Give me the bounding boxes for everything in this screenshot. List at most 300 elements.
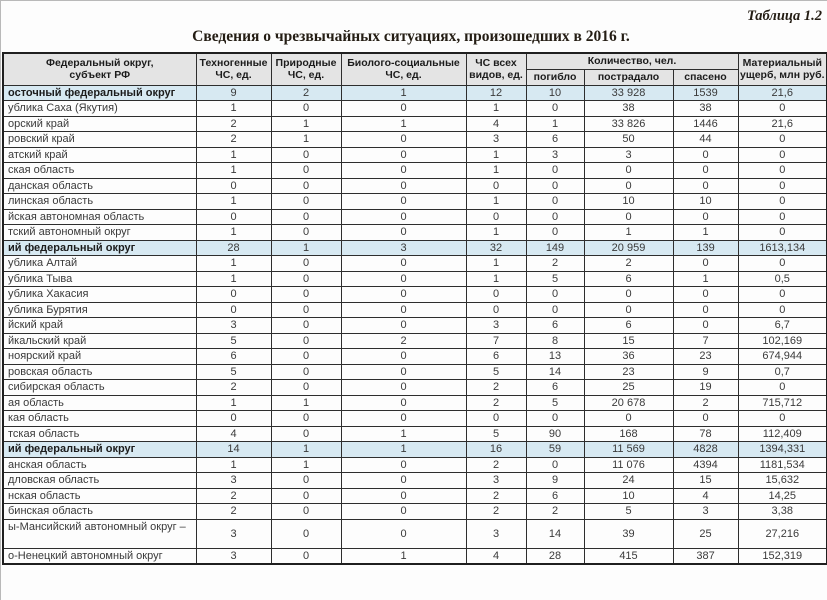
value-cell-all: 2 — [466, 488, 526, 504]
table-row — [3, 287, 827, 303]
value-cell-all: 1 — [466, 163, 526, 179]
value-cell-died: 10 — [526, 85, 584, 101]
value-cell-damage: 0 — [738, 256, 827, 272]
value-cell-damage: 112,409 — [738, 426, 827, 442]
value-cell-damage: 27,216 — [738, 519, 827, 548]
value-cell-natural: 0 — [271, 349, 341, 365]
value-cell-damage: 0 — [738, 194, 827, 210]
value-cell-techno: 2 — [196, 380, 271, 396]
col-header-natural-line1: Природные — [275, 56, 337, 69]
value-cell-affected: 38 — [584, 101, 673, 117]
value-cell-techno: 0 — [196, 411, 271, 427]
table-row — [3, 209, 827, 225]
table-row — [3, 178, 827, 194]
col-header-natural-line2: ЧС, ед. — [287, 69, 325, 82]
value-cell-all: 0 — [466, 178, 526, 194]
value-cell-died: 6 — [526, 380, 584, 396]
value-cell-all: 1 — [466, 225, 526, 241]
value-cell-affected: 20 959 — [584, 240, 673, 256]
value-cell-bio: 0 — [341, 519, 466, 548]
value-cell-affected: 50 — [584, 132, 673, 148]
value-cell-died: 0 — [526, 194, 584, 210]
region-name: орский край — [3, 116, 196, 132]
region-name: ублика Хакасия — [3, 287, 196, 303]
value-cell-techno: 1 — [196, 101, 271, 117]
value-cell-bio: 2 — [341, 333, 466, 349]
value-cell-saved: 10 — [673, 194, 738, 210]
value-cell-bio: 0 — [341, 163, 466, 179]
value-cell-techno: 2 — [196, 504, 271, 520]
table-row — [3, 116, 827, 132]
value-cell-techno: 9 — [196, 85, 271, 101]
value-cell-saved: 7 — [673, 333, 738, 349]
col-header-region — [3, 53, 196, 85]
value-cell-damage: 0 — [738, 132, 827, 148]
value-cell-saved: 0 — [673, 318, 738, 334]
value-cell-died: 1 — [526, 116, 584, 132]
value-cell-techno: 1 — [196, 271, 271, 287]
value-cell-techno: 4 — [196, 426, 271, 442]
value-cell-saved: 1 — [673, 225, 738, 241]
value-cell-damage: 1613,134 — [738, 240, 827, 256]
value-cell-natural: 0 — [271, 318, 341, 334]
col-header-affected: пострадало — [584, 69, 673, 85]
value-cell-affected: 415 — [584, 548, 673, 564]
value-cell-techno: 1 — [196, 163, 271, 179]
value-cell-all: 5 — [466, 426, 526, 442]
value-cell-affected: 0 — [584, 163, 673, 179]
table-row — [3, 426, 827, 442]
value-cell-died: 149 — [526, 240, 584, 256]
value-cell-bio: 0 — [341, 318, 466, 334]
value-cell-natural: 0 — [271, 256, 341, 272]
table-row — [3, 163, 827, 179]
value-cell-techno: 2 — [196, 132, 271, 148]
col-header-all — [466, 53, 526, 85]
value-cell-techno: 5 — [196, 364, 271, 380]
region-name: дловская область — [3, 473, 196, 489]
value-cell-all: 3 — [466, 318, 526, 334]
value-cell-died: 14 — [526, 519, 584, 548]
region-name: ровская область — [3, 364, 196, 380]
value-cell-all: 7 — [466, 333, 526, 349]
region-name: ий федеральный округ — [3, 240, 196, 256]
value-cell-died: 0 — [526, 302, 584, 318]
value-cell-saved: 0 — [673, 178, 738, 194]
value-cell-natural: 0 — [271, 519, 341, 548]
region-name: кая область — [3, 411, 196, 427]
col-header-techno — [196, 53, 271, 85]
value-cell-techno: 5 — [196, 333, 271, 349]
region-name: ублика Саха (Якутия) — [3, 101, 196, 117]
col-header-bio-line2: ЧС, ед. — [385, 69, 422, 82]
value-cell-saved: 0 — [673, 209, 738, 225]
value-cell-damage: 0 — [738, 147, 827, 163]
table-row — [3, 85, 827, 101]
value-cell-natural: 0 — [271, 225, 341, 241]
table-row — [3, 457, 827, 473]
region-name: сибирская область — [3, 380, 196, 396]
value-cell-affected: 6 — [584, 318, 673, 334]
value-cell-all: 2 — [466, 457, 526, 473]
table-row — [3, 333, 827, 349]
region-name: тская область — [3, 426, 196, 442]
value-cell-natural: 0 — [271, 333, 341, 349]
value-cell-natural: 0 — [271, 302, 341, 318]
value-cell-bio: 0 — [341, 411, 466, 427]
value-cell-died: 0 — [526, 101, 584, 117]
value-cell-affected: 23 — [584, 364, 673, 380]
value-cell-damage: 0 — [738, 225, 827, 241]
value-cell-affected: 0 — [584, 209, 673, 225]
table-row — [3, 519, 827, 548]
value-cell-affected: 3 — [584, 147, 673, 163]
value-cell-techno: 0 — [196, 209, 271, 225]
value-cell-saved: 0 — [673, 147, 738, 163]
region-name: осточный федеральный округ — [3, 85, 196, 101]
value-cell-saved: 25 — [673, 519, 738, 548]
value-cell-all: 1 — [466, 194, 526, 210]
region-name: йский край — [3, 318, 196, 334]
value-cell-all: 16 — [466, 442, 526, 458]
value-cell-techno: 1 — [196, 395, 271, 411]
value-cell-affected: 10 — [584, 488, 673, 504]
value-cell-natural: 1 — [271, 132, 341, 148]
value-cell-saved: 23 — [673, 349, 738, 365]
value-cell-bio: 1 — [341, 85, 466, 101]
value-cell-died: 0 — [526, 209, 584, 225]
region-name: ублика Бурятия — [3, 302, 196, 318]
value-cell-damage: 21,6 — [738, 116, 827, 132]
table-row — [3, 194, 827, 210]
value-cell-affected: 168 — [584, 426, 673, 442]
value-cell-all: 32 — [466, 240, 526, 256]
value-cell-all: 1 — [466, 256, 526, 272]
value-cell-bio: 0 — [341, 380, 466, 396]
value-cell-all: 12 — [466, 85, 526, 101]
value-cell-natural: 0 — [271, 488, 341, 504]
value-cell-natural: 0 — [271, 194, 341, 210]
value-cell-saved: 15 — [673, 473, 738, 489]
value-cell-techno: 1 — [196, 147, 271, 163]
value-cell-bio: 0 — [341, 488, 466, 504]
value-cell-damage: 0 — [738, 101, 827, 117]
value-cell-bio: 3 — [341, 240, 466, 256]
value-cell-died: 14 — [526, 364, 584, 380]
value-cell-affected: 6 — [584, 271, 673, 287]
value-cell-bio: 0 — [341, 209, 466, 225]
region-name: йкальский край — [3, 333, 196, 349]
value-cell-all: 1 — [466, 147, 526, 163]
value-cell-all: 2 — [466, 380, 526, 396]
table-row — [3, 548, 827, 564]
value-cell-all: 3 — [466, 473, 526, 489]
value-cell-techno: 1 — [196, 225, 271, 241]
value-cell-bio: 0 — [341, 364, 466, 380]
region-name: атский край — [3, 147, 196, 163]
value-cell-techno: 1 — [196, 194, 271, 210]
value-cell-damage: 0 — [738, 287, 827, 303]
col-header-all-line2: видов, ед. — [469, 69, 523, 82]
value-cell-natural: 0 — [271, 380, 341, 396]
value-cell-died: 90 — [526, 426, 584, 442]
value-cell-damage: 715,712 — [738, 395, 827, 411]
region-name: ы-Мансийский автономный округ – — [3, 519, 196, 548]
value-cell-affected: 0 — [584, 178, 673, 194]
value-cell-damage: 15,632 — [738, 473, 827, 489]
value-cell-damage: 14,25 — [738, 488, 827, 504]
value-cell-bio: 0 — [341, 349, 466, 365]
value-cell-all: 6 — [466, 349, 526, 365]
value-cell-saved: 1446 — [673, 116, 738, 132]
value-cell-techno: 14 — [196, 442, 271, 458]
value-cell-bio: 1 — [341, 548, 466, 564]
value-cell-natural: 0 — [271, 209, 341, 225]
value-cell-all: 5 — [466, 364, 526, 380]
value-cell-saved: 0 — [673, 411, 738, 427]
value-cell-damage: 0,7 — [738, 364, 827, 380]
value-cell-bio: 1 — [341, 426, 466, 442]
table-row — [3, 473, 827, 489]
region-name: данская область — [3, 178, 196, 194]
value-cell-saved: 4394 — [673, 457, 738, 473]
col-header-damage-line1: Материальный — [742, 56, 822, 69]
value-cell-natural: 0 — [271, 271, 341, 287]
value-cell-affected: 0 — [584, 302, 673, 318]
table-body — [3, 85, 827, 564]
value-cell-all: 3 — [466, 519, 526, 548]
value-cell-bio: 0 — [341, 178, 466, 194]
region-name: ублика Алтай — [3, 256, 196, 272]
table-row — [3, 132, 827, 148]
col-header-all-line1: ЧС всех — [475, 56, 517, 69]
value-cell-affected: 11 569 — [584, 442, 673, 458]
value-cell-natural: 0 — [271, 163, 341, 179]
value-cell-all: 1 — [466, 271, 526, 287]
value-cell-bio: 0 — [341, 473, 466, 489]
value-cell-damage: 0 — [738, 163, 827, 179]
table-row — [3, 411, 827, 427]
region-name: ская область — [3, 163, 196, 179]
value-cell-died: 0 — [526, 411, 584, 427]
value-cell-bio: 0 — [341, 302, 466, 318]
table-row — [3, 380, 827, 396]
table-row — [3, 442, 827, 458]
value-cell-natural: 1 — [271, 442, 341, 458]
col-header-damage-line2: ущерб, млн руб. — [740, 69, 825, 82]
value-cell-techno: 0 — [196, 287, 271, 303]
value-cell-bio: 0 — [341, 147, 466, 163]
value-cell-bio: 0 — [341, 504, 466, 520]
table-row — [3, 364, 827, 380]
value-cell-died: 0 — [526, 178, 584, 194]
value-cell-died: 6 — [526, 132, 584, 148]
value-cell-died: 6 — [526, 488, 584, 504]
value-cell-bio: 0 — [341, 256, 466, 272]
value-cell-damage: 0 — [738, 411, 827, 427]
value-cell-saved: 19 — [673, 380, 738, 396]
value-cell-saved: 387 — [673, 548, 738, 564]
value-cell-techno: 3 — [196, 473, 271, 489]
value-cell-bio: 0 — [341, 457, 466, 473]
value-cell-all: 0 — [466, 209, 526, 225]
value-cell-techno: 2 — [196, 488, 271, 504]
value-cell-saved: 38 — [673, 101, 738, 117]
value-cell-natural: 1 — [271, 116, 341, 132]
region-name: ая область — [3, 395, 196, 411]
value-cell-saved: 0 — [673, 302, 738, 318]
value-cell-all: 2 — [466, 504, 526, 520]
value-cell-died: 28 — [526, 548, 584, 564]
value-cell-natural: 0 — [271, 178, 341, 194]
value-cell-techno: 6 — [196, 349, 271, 365]
value-cell-all: 0 — [466, 411, 526, 427]
region-name: ноярский край — [3, 349, 196, 365]
value-cell-saved: 3 — [673, 504, 738, 520]
table-row — [3, 302, 827, 318]
value-cell-saved: 0 — [673, 287, 738, 303]
region-name: линская область — [3, 194, 196, 210]
value-cell-affected: 24 — [584, 473, 673, 489]
value-cell-affected: 1 — [584, 225, 673, 241]
value-cell-saved: 78 — [673, 426, 738, 442]
value-cell-affected: 0 — [584, 411, 673, 427]
table-row — [3, 225, 827, 241]
region-name: ровский край — [3, 132, 196, 148]
value-cell-affected: 0 — [584, 287, 673, 303]
value-cell-natural: 0 — [271, 473, 341, 489]
value-cell-damage: 674,944 — [738, 349, 827, 365]
value-cell-natural: 1 — [271, 457, 341, 473]
value-cell-died: 9 — [526, 473, 584, 489]
value-cell-damage: 3,38 — [738, 504, 827, 520]
value-cell-died: 3 — [526, 147, 584, 163]
value-cell-natural: 0 — [271, 426, 341, 442]
col-header-bio-line1: Биолого-социальные — [347, 56, 460, 69]
value-cell-died: 8 — [526, 333, 584, 349]
value-cell-natural: 2 — [271, 85, 341, 101]
value-cell-affected: 15 — [584, 333, 673, 349]
value-cell-damage: 1181,534 — [738, 457, 827, 473]
value-cell-saved: 44 — [673, 132, 738, 148]
col-header-died: погибло — [526, 69, 584, 85]
value-cell-all: 0 — [466, 287, 526, 303]
region-name: о-Ненецкий автономный округ — [3, 548, 196, 564]
value-cell-all: 4 — [466, 116, 526, 132]
value-cell-died: 13 — [526, 349, 584, 365]
value-cell-bio: 0 — [341, 271, 466, 287]
region-name: йская автономная область — [3, 209, 196, 225]
value-cell-affected: 25 — [584, 380, 673, 396]
value-cell-damage: 0 — [738, 302, 827, 318]
value-cell-affected: 33 928 — [584, 85, 673, 101]
value-cell-techno: 28 — [196, 240, 271, 256]
value-cell-damage: 152,319 — [738, 548, 827, 564]
region-name: анская область — [3, 457, 196, 473]
value-cell-died: 0 — [526, 287, 584, 303]
value-cell-techno: 3 — [196, 318, 271, 334]
col-header-region-line2: субъект РФ — [69, 69, 131, 82]
col-header-natural — [271, 53, 341, 85]
col-header-count-group: Количество, чел. — [526, 53, 738, 69]
value-cell-damage: 102,169 — [738, 333, 827, 349]
value-cell-damage: 6,7 — [738, 318, 827, 334]
value-cell-affected: 36 — [584, 349, 673, 365]
value-cell-damage: 0 — [738, 178, 827, 194]
table-row — [3, 147, 827, 163]
value-cell-damage: 0 — [738, 380, 827, 396]
table-row — [3, 240, 827, 256]
value-cell-all: 0 — [466, 302, 526, 318]
value-cell-saved: 2 — [673, 395, 738, 411]
value-cell-saved: 0 — [673, 163, 738, 179]
region-name: бинская область — [3, 504, 196, 520]
value-cell-natural: 0 — [271, 147, 341, 163]
header-row-top — [3, 53, 827, 69]
table-row — [3, 271, 827, 287]
table-row — [3, 349, 827, 365]
value-cell-affected: 39 — [584, 519, 673, 548]
value-cell-died: 59 — [526, 442, 584, 458]
value-cell-died: 0 — [526, 163, 584, 179]
value-cell-natural: 0 — [271, 548, 341, 564]
table-title: Сведения о чрезвычайных ситуациях, произошедших в 2016 г. — [192, 28, 630, 45]
value-cell-died: 0 — [526, 225, 584, 241]
value-cell-all: 3 — [466, 132, 526, 148]
value-cell-techno: 3 — [196, 548, 271, 564]
value-cell-died: 6 — [526, 318, 584, 334]
value-cell-techno: 3 — [196, 519, 271, 548]
value-cell-techno: 1 — [196, 457, 271, 473]
table-row — [3, 318, 827, 334]
value-cell-bio: 0 — [341, 194, 466, 210]
value-cell-saved: 9 — [673, 364, 738, 380]
value-cell-saved: 139 — [673, 240, 738, 256]
value-cell-died: 2 — [526, 256, 584, 272]
value-cell-bio: 0 — [341, 395, 466, 411]
region-name: ий федеральный округ — [3, 442, 196, 458]
value-cell-affected: 10 — [584, 194, 673, 210]
region-name: тский автономный округ — [3, 225, 196, 241]
col-header-techno-line2: ЧС, ед. — [215, 69, 252, 82]
value-cell-damage: 0,5 — [738, 271, 827, 287]
value-cell-damage: 0 — [738, 209, 827, 225]
value-cell-affected: 20 678 — [584, 395, 673, 411]
value-cell-natural: 0 — [271, 504, 341, 520]
col-header-region-line1: Федеральный округ, — [45, 56, 154, 69]
region-name: ублика Тыва — [3, 271, 196, 287]
value-cell-bio: 1 — [341, 442, 466, 458]
value-cell-bio: 0 — [341, 287, 466, 303]
value-cell-bio: 0 — [341, 101, 466, 117]
value-cell-all: 1 — [466, 101, 526, 117]
value-cell-techno: 0 — [196, 178, 271, 194]
value-cell-affected: 33 826 — [584, 116, 673, 132]
value-cell-natural: 0 — [271, 287, 341, 303]
value-cell-died: 5 — [526, 271, 584, 287]
value-cell-bio: 1 — [341, 116, 466, 132]
value-cell-natural: 0 — [271, 411, 341, 427]
value-cell-techno: 0 — [196, 302, 271, 318]
value-cell-died: 0 — [526, 457, 584, 473]
value-cell-died: 2 — [526, 504, 584, 520]
value-cell-saved: 1 — [673, 271, 738, 287]
value-cell-saved: 4 — [673, 488, 738, 504]
value-cell-saved: 0 — [673, 256, 738, 272]
value-cell-techno: 2 — [196, 116, 271, 132]
emergency-situations-table — [2, 52, 827, 565]
col-header-damage — [738, 53, 827, 85]
